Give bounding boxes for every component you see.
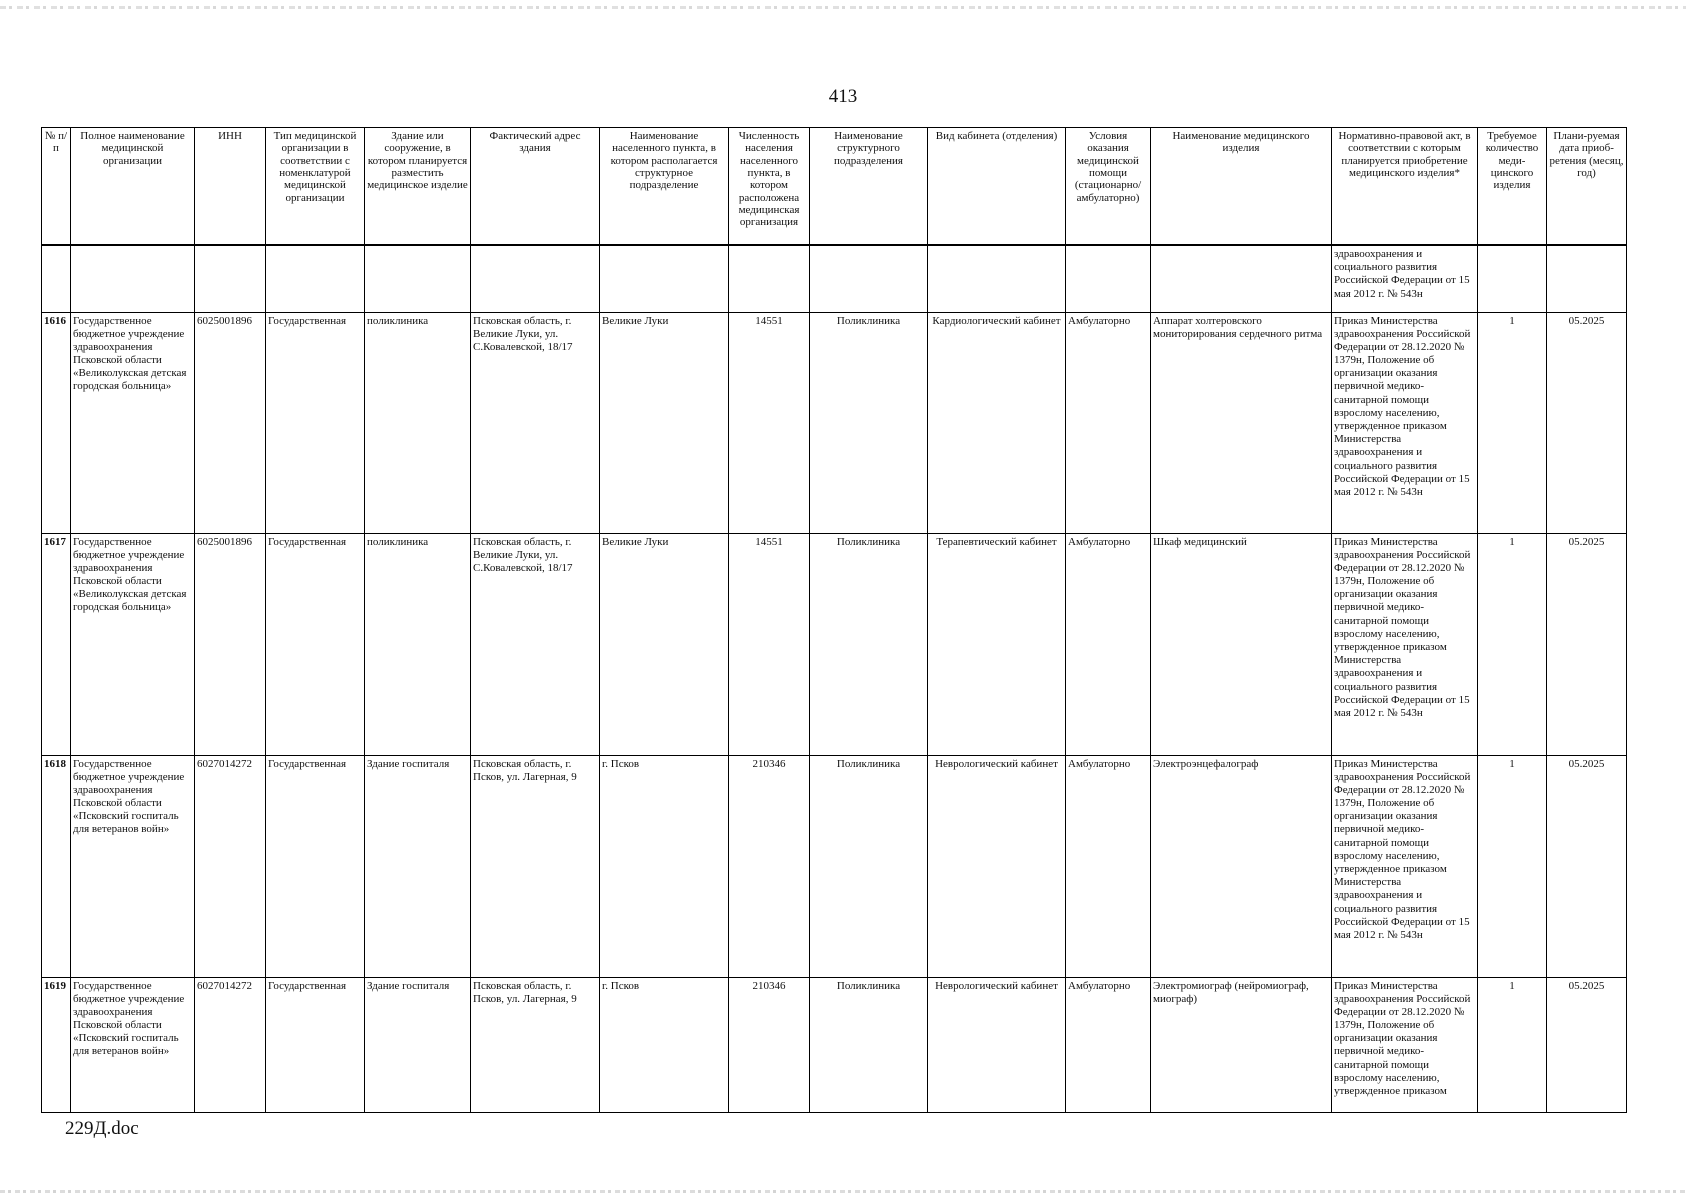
table-header-row — [42, 128, 1627, 246]
address-cell: Псковская область, г. Великие Луки, ул. С.Ковалевской, 18/17 — [471, 312, 600, 533]
unit-cell: Поликлиника — [810, 755, 928, 977]
header-cell: Наименование структурного подразделения — [810, 128, 928, 246]
act-cell: Приказ Министерства здравоохранения Российской Федерации от 28.12.2020 № 1379н, Положение об организации оказания первичной медико-санитарной помощи взрослому населению, утвержденное приказом Министерства здравоохранения и социального развития Российской Федерации от 15 мая 2012 г. № 543н — [1332, 755, 1478, 977]
header-cell: Наименование медицинского изделия — [1151, 128, 1332, 246]
scan-edge-bottom — [0, 1190, 1686, 1193]
header-cell: Полное наименование медицинской организации — [71, 128, 195, 246]
locality-cell: Великие Луки — [600, 533, 729, 755]
population-cell: 210346 — [729, 755, 810, 977]
unit-cell: Поликлиника — [810, 977, 928, 1112]
header-cell: Тип медицинской организации в соответствии с номенклатурой медицинской организации — [266, 128, 365, 246]
conditions-cell: Амбулаторно — [1066, 312, 1151, 533]
address-cell: Псковская область, г. Псков, ул. Лагерная, 9 — [471, 755, 600, 977]
cabinet-cell: Терапевтический кабинет — [928, 533, 1066, 755]
header-cell: № п/п — [42, 128, 71, 246]
inn-cell: 6027014272 — [195, 977, 266, 1112]
page-number: 413 — [828, 86, 858, 107]
date-cell: 05.2025 — [1547, 977, 1627, 1112]
table-cell — [600, 245, 729, 312]
cabinet-cell: Неврологический кабинет — [928, 755, 1066, 977]
organization-cell: Государственное бюджетное учреждение здравоохранения Псковской области «Псковский госпиталь для ветеранов войн» — [71, 977, 195, 1112]
header-cell: Нормативно-правовой акт, в соответствии с которым планируется приобретение медицинского изделия* — [1332, 128, 1478, 246]
table-cell — [471, 245, 600, 312]
header-cell: Фактический адрес здания — [471, 128, 600, 246]
quantity-cell: 1 — [1478, 312, 1547, 533]
table-cell — [195, 245, 266, 312]
quantity-cell: 1 — [1478, 977, 1547, 1112]
organization-cell: Государственное бюджетное учреждение здравоохранения Псковской области «Великолукская детская городская больница» — [71, 533, 195, 755]
address-cell: Псковская область, г. Псков, ул. Лагерная, 9 — [471, 977, 600, 1112]
table-cell — [1066, 245, 1151, 312]
inn-cell: 6025001896 — [195, 312, 266, 533]
locality-cell: г. Псков — [600, 755, 729, 977]
table-row — [42, 312, 1627, 533]
act-cell: здравоохранения и социального развития Российской Федерации от 15 мая 2012 г. № 543н — [1332, 245, 1478, 312]
table-cell — [42, 245, 71, 312]
address-cell: Псковская область, г. Великие Луки, ул. С.Ковалевской, 18/17 — [471, 533, 600, 755]
building-cell: Здание госпиталя — [365, 977, 471, 1112]
footer-filename: 229Д.doc — [65, 1118, 139, 1139]
building-cell: Здание госпиталя — [365, 755, 471, 977]
unit-cell: Поликлиника — [810, 312, 928, 533]
act-cell: Приказ Министерства здравоохранения Российской Федерации от 28.12.2020 № 1379н, Положение об организации оказания первичной медико-санитарной помощи взрослому населению, утвержденное приказом Министерства здравоохранения и социального развития Российской Федерации от 15 мая 2012 г. № 543н — [1332, 533, 1478, 755]
conditions-cell: Амбулаторно — [1066, 533, 1151, 755]
building-cell: поликлиника — [365, 312, 471, 533]
row-number-cell: 1616 — [42, 312, 71, 533]
inn-cell: 6027014272 — [195, 755, 266, 977]
act-cell: Приказ Министерства здравоохранения Российской Федерации от 28.12.2020 № 1379н, Положение об организации оказания первичной медико-санитарной помощи взрослому населению, утвержденное приказом — [1332, 977, 1478, 1112]
org-type-cell: Государственная — [266, 312, 365, 533]
header-cell: Условия оказания медицинской помощи (стационарно/ амбулаторно) — [1066, 128, 1151, 246]
locality-cell: Великие Луки — [600, 312, 729, 533]
population-cell: 210346 — [729, 977, 810, 1112]
device-cell: Электромиограф (нейромиограф, миограф) — [1151, 977, 1332, 1112]
header-cell: Плани-руемая дата приоб-ретения (месяц, год) — [1547, 128, 1627, 246]
organization-cell: Государственное бюджетное учреждение здравоохранения Псковской области «Великолукская детская городская больница» — [71, 312, 195, 533]
quantity-cell: 1 — [1478, 755, 1547, 977]
equipment-table — [41, 127, 1627, 1113]
device-cell: Электроэнцефалограф — [1151, 755, 1332, 977]
inn-cell: 6025001896 — [195, 533, 266, 755]
table-cell — [1478, 245, 1547, 312]
quantity-cell: 1 — [1478, 533, 1547, 755]
org-type-cell: Государственная — [266, 533, 365, 755]
table-row — [42, 755, 1627, 977]
header-cell: Требуемое количество меди-цинского изделия — [1478, 128, 1547, 246]
header-cell: Здание или сооружение, в котором планируется разместить медицинское изделие — [365, 128, 471, 246]
row-number-cell: 1619 — [42, 977, 71, 1112]
table-cell — [1547, 245, 1627, 312]
cabinet-cell: Кардиологический кабинет — [928, 312, 1066, 533]
scan-edge-top — [0, 6, 1686, 9]
table-row — [42, 533, 1627, 755]
table-cell — [928, 245, 1066, 312]
table-cell — [729, 245, 810, 312]
device-cell: Аппарат холтеровского мониторирования сердечного ритма — [1151, 312, 1332, 533]
row-number-cell: 1617 — [42, 533, 71, 755]
device-cell: Шкаф медицинский — [1151, 533, 1332, 755]
unit-cell: Поликлиника — [810, 533, 928, 755]
header-cell: Численность населения населенного пункта, в котором расположена медицинская организация — [729, 128, 810, 246]
building-cell: поликлиника — [365, 533, 471, 755]
row-number-cell: 1618 — [42, 755, 71, 977]
table-cell — [1151, 245, 1332, 312]
table-cell — [71, 245, 195, 312]
cabinet-cell: Неврологический кабинет — [928, 977, 1066, 1112]
population-cell: 14551 — [729, 312, 810, 533]
header-cell: Наименование населенного пункта, в котором располагается структурное подразделение — [600, 128, 729, 246]
date-cell: 05.2025 — [1547, 312, 1627, 533]
table-row — [42, 977, 1627, 1112]
date-cell: 05.2025 — [1547, 755, 1627, 977]
conditions-cell: Амбулаторно — [1066, 755, 1151, 977]
table-cell — [365, 245, 471, 312]
organization-cell: Государственное бюджетное учреждение здравоохранения Псковской области «Псковский госпиталь для ветеранов войн» — [71, 755, 195, 977]
population-cell: 14551 — [729, 533, 810, 755]
conditions-cell: Амбулаторно — [1066, 977, 1151, 1112]
table-row-continued — [42, 245, 1627, 312]
table-cell — [266, 245, 365, 312]
org-type-cell: Государственная — [266, 977, 365, 1112]
act-cell: Приказ Министерства здравоохранения Российской Федерации от 28.12.2020 № 1379н, Положение об организации оказания первичной медико-санитарной помощи взрослому населению, утвержденное приказом Министерства здравоохранения и социального развития Российской Федерации от 15 мая 2012 г. № 543н — [1332, 312, 1478, 533]
header-cell: Вид кабинета (отделения) — [928, 128, 1066, 246]
org-type-cell: Государственная — [266, 755, 365, 977]
locality-cell: г. Псков — [600, 977, 729, 1112]
header-cell: ИНН — [195, 128, 266, 246]
table-cell — [810, 245, 928, 312]
date-cell: 05.2025 — [1547, 533, 1627, 755]
